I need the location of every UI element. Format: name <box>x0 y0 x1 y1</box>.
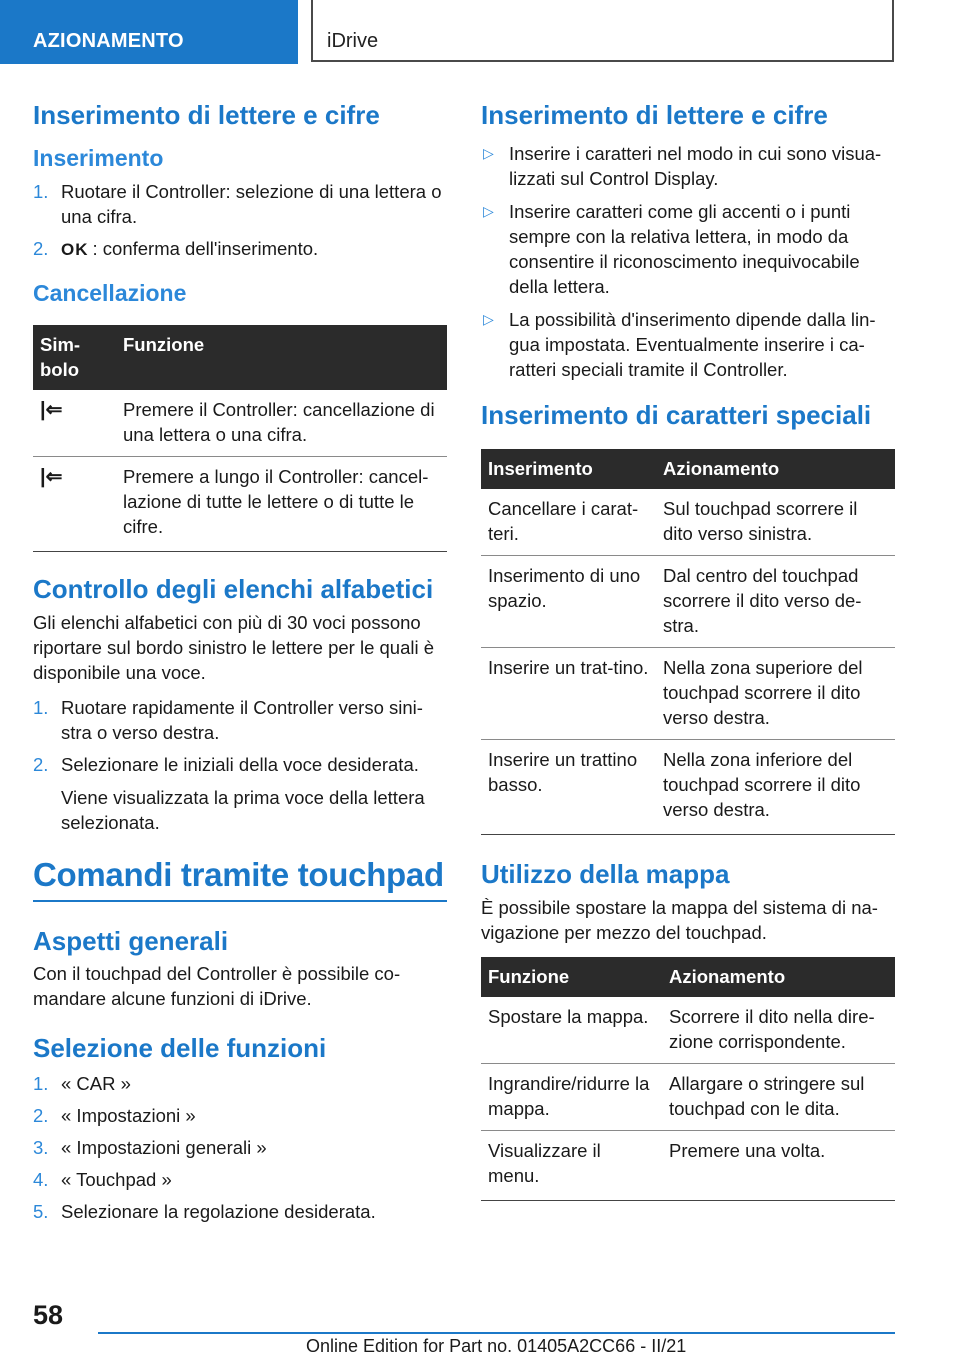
table-header: Inserimento <box>481 449 656 489</box>
list-item <box>481 199 895 299</box>
bullet-text: La possibilità d'inserimento dipende dalla lin-gua impostata. Eventualmente inserire i ca-ratteri speciali tramite il Controller. <box>509 309 876 381</box>
header-section-tab <box>0 0 298 64</box>
table-cell: Nella zona inferiore del touchpad scorrere il dito verso destra. <box>656 740 895 835</box>
heading-select: Selezione delle funzioni <box>33 1033 327 1064</box>
step-text: « Impostazioni » <box>61 1104 196 1126</box>
table-row <box>33 390 447 457</box>
footer-edition: Online Edition for Part no. 01405A2CC66 - II/21 <box>306 1336 687 1356</box>
bullet-text: Inserire i caratteri nel modo in cui sono visua-lizzati sul Control Display. <box>509 143 882 190</box>
table-cell: Scorrere il dito nella dire-zione corrispondente. <box>662 997 895 1064</box>
step-number: 2. <box>33 753 49 775</box>
list-item <box>33 1071 447 1096</box>
table-cell: Inserire un trattino basso. <box>481 740 656 835</box>
table-cell: Inserire un trat-tino. <box>481 648 656 740</box>
header-chapter-box <box>311 0 894 62</box>
table-row <box>481 648 895 740</box>
list-item <box>33 1167 447 1192</box>
table-cell: Allargare o stringere sul touchpad con le dita. <box>662 1063 895 1130</box>
list-item <box>481 141 895 191</box>
heading-general: Aspetti generali <box>33 926 229 957</box>
list-item <box>33 236 447 262</box>
table-row <box>481 489 895 556</box>
table-row <box>481 556 895 648</box>
list-item <box>33 752 447 835</box>
step-number: 4. <box>33 1168 49 1190</box>
step-subtext: Viene visualizzata la prima voce della lettera selezionata. <box>61 786 425 833</box>
delete-table <box>33 325 447 552</box>
table-header: Azionamento <box>656 449 895 489</box>
footer-divider <box>98 1332 895 1334</box>
map-text: È possibile spostare la mappa del sistema di na-vigazione per mezzo del touchpad. <box>481 896 878 943</box>
bullet-text: Inserire caratteri come gli accenti o i punti sempre con la relativa lettera, in modo da consentire il riconoscimento inequivocabile della lettera. <box>509 201 860 298</box>
alpha-steps <box>33 695 447 835</box>
table-cell: Ingrandire/ridurre la mappa. <box>481 1063 662 1130</box>
heading-letters: Inserimento di lettere e cifre <box>33 100 380 130</box>
left-column <box>33 100 447 1231</box>
heading-input: Inserimento <box>33 145 164 172</box>
heading-touchpad: Comandi tramite touchpad <box>33 855 447 903</box>
list-item <box>33 695 447 745</box>
general-text: Con il touchpad del Controller è possibile co-mandare alcune funzioni di iDrive. <box>33 963 401 1010</box>
special-table <box>481 449 895 835</box>
step-number: 5. <box>33 1200 49 1222</box>
step-number: 3. <box>33 1136 49 1158</box>
triangle-bullet-icon: ▷ <box>483 203 494 220</box>
table-row <box>481 740 895 835</box>
table-cell: Premere il Controller: cancellazione di una lettera o una cifra. <box>116 390 447 457</box>
right-column <box>481 100 895 1201</box>
alpha-text: Gli elenchi alfabetici con più di 30 voci possono riportare sul bordo sinistro le lettere per le quali è disponibile una voce. <box>33 611 435 683</box>
table-cell: Premere una volta. <box>662 1130 895 1200</box>
table-cell: Spostare la mappa. <box>481 997 662 1064</box>
ok-icon: OK <box>61 239 89 259</box>
list-item <box>33 179 447 229</box>
table-row <box>481 997 895 1064</box>
table-row <box>481 1063 895 1130</box>
heading-special: Inserimento di caratteri speciali <box>481 400 872 431</box>
step-number: 1. <box>33 180 49 202</box>
table-cell: Sul touchpad scorrere il dito verso sinistra. <box>656 489 895 556</box>
table-cell: Inserimento di uno spazio. <box>481 556 656 648</box>
step-number: 2. <box>33 1104 49 1126</box>
table-row <box>481 1130 895 1200</box>
delete-back-icon: |⇐ <box>40 466 63 489</box>
list-item <box>481 307 895 382</box>
table-header: Sim- bolo <box>33 325 116 390</box>
table-header: Funzione <box>481 957 662 997</box>
table-cell: Nella zona superiore del touchpad scorrere il dito verso destra. <box>656 648 895 740</box>
letter-bullets <box>481 141 895 382</box>
step-text: : conferma dell'inserimento. <box>92 237 319 259</box>
step-number: 1. <box>33 696 49 718</box>
table-row <box>33 457 447 552</box>
triangle-bullet-icon: ▷ <box>483 145 494 162</box>
input-steps <box>33 179 447 262</box>
step-text: « CAR » <box>61 1072 131 1094</box>
list-item <box>33 1135 447 1160</box>
list-item <box>33 1199 447 1224</box>
heading-letters-right: Inserimento di lettere e cifre <box>481 100 828 130</box>
table-cell: Dal centro del touchpad scorrere il dito verso de-stra. <box>656 556 895 648</box>
table-cell: Cancellare i carat-teri. <box>481 489 656 556</box>
step-number: 1. <box>33 1072 49 1094</box>
header-section-label: AZIONAMENTO <box>33 30 184 52</box>
table-header: Azionamento <box>662 957 895 997</box>
step-text: Ruotare rapidamente il Controller verso sini-stra o verso destra. <box>61 696 423 743</box>
step-text: Ruotare il Controller: selezione di una lettera o una cifra. <box>61 180 442 227</box>
step-text: « Impostazioni generali » <box>61 1136 267 1158</box>
table-header: Funzione <box>116 325 447 390</box>
heading-delete: Cancellazione <box>33 279 187 306</box>
select-steps <box>33 1071 447 1224</box>
list-item <box>33 1103 447 1128</box>
triangle-bullet-icon: ▷ <box>483 311 494 328</box>
table-cell: Visualizzare il menu. <box>481 1130 662 1200</box>
delete-back-icon: |⇐ <box>40 399 63 422</box>
step-number: 2. <box>33 237 49 259</box>
page-number: 58 <box>33 1300 64 1330</box>
step-text: « Touchpad » <box>61 1168 172 1190</box>
map-table <box>481 957 895 1201</box>
table-cell: Premere a lungo il Controller: cancel-lazione di tutte le lettere o di tutte le cifre. <box>116 457 447 552</box>
header-chapter-label: iDrive <box>327 30 379 52</box>
heading-alpha: Controllo degli elenchi alfabetici <box>33 574 434 605</box>
heading-map: Utilizzo della mappa <box>481 859 730 890</box>
step-text: Selezionare la regolazione desiderata. <box>61 1200 376 1222</box>
step-text: Selezionare le iniziali della voce desiderata. <box>61 753 419 775</box>
